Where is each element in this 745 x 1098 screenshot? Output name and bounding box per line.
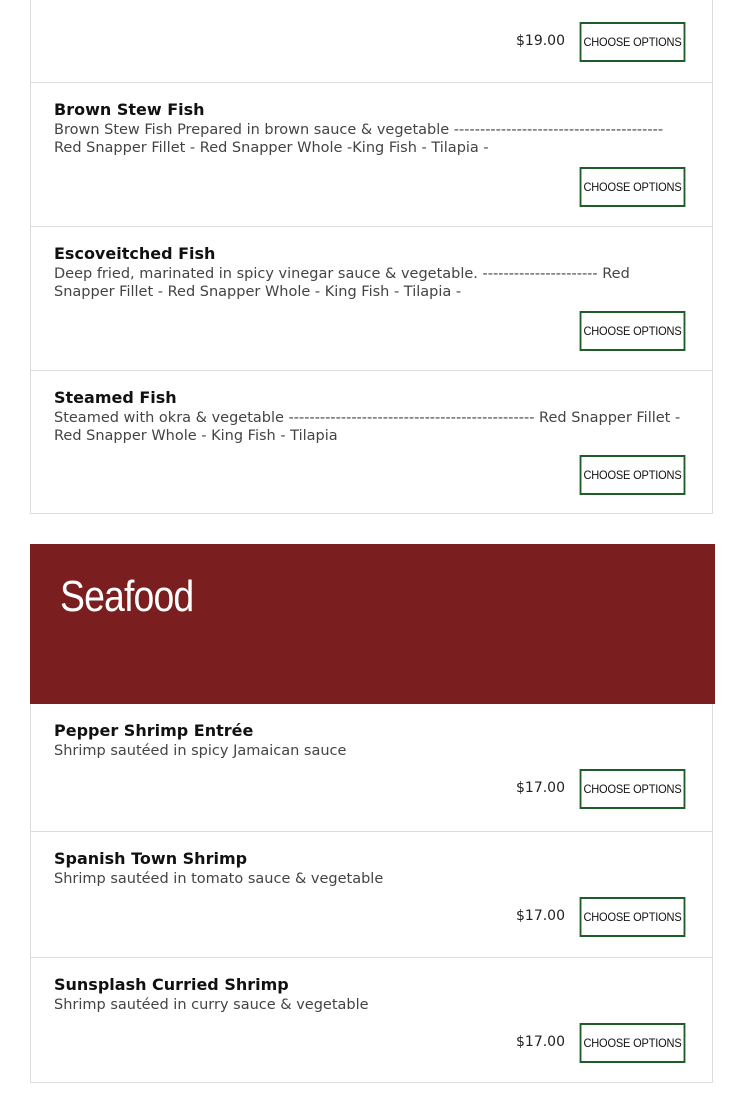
item-description: Steamed with okra & vegetable ----------------------------------------------- Red Snapper Fillet - Red Snapper Whole - King Fish - Tilapia <box>54 410 681 444</box>
item-name: Escoveitched Fish <box>54 244 216 263</box>
item-price: $17.00 <box>516 1034 565 1050</box>
seafood-menu-card <box>30 704 713 1083</box>
choose-options-button[interactable]: CHOOSE OPTIONS <box>580 22 686 62</box>
item-name: Pepper Shrimp Entrée <box>54 721 254 740</box>
item-price: $17.00 <box>516 780 565 796</box>
menu-item <box>31 0 712 82</box>
category-title: Seafood <box>60 572 194 621</box>
item-price: $17.00 <box>516 908 565 924</box>
choose-options-button[interactable]: CHOOSE OPTIONS <box>580 167 686 207</box>
menu-item <box>31 957 712 1083</box>
item-description: Shrimp sautéed in curry sauce & vegetable <box>54 997 369 1013</box>
choose-options-button[interactable]: CHOOSE OPTIONS <box>580 769 686 809</box>
menu-item <box>31 226 712 370</box>
item-name: Sunsplash Curried Shrimp <box>54 975 289 994</box>
item-price: $19.00 <box>516 33 565 49</box>
menu-item <box>31 370 712 515</box>
choose-options-button[interactable]: CHOOSE OPTIONS <box>580 1023 686 1063</box>
seafood-category-banner <box>30 544 715 704</box>
choose-options-button[interactable]: CHOOSE OPTIONS <box>580 897 686 937</box>
item-description: Shrimp sautéed in tomato sauce & vegetable <box>54 871 384 887</box>
item-name: Brown Stew Fish <box>54 100 205 119</box>
menu-item <box>31 82 712 226</box>
choose-options-button[interactable]: CHOOSE OPTIONS <box>580 455 686 495</box>
menu-item <box>31 831 712 957</box>
item-description: Shrimp sautéed in spicy Jamaican sauce <box>54 743 347 759</box>
item-name: Spanish Town Shrimp <box>54 849 248 868</box>
item-name: Steamed Fish <box>54 388 177 407</box>
item-description: Brown Stew Fish Prepared in brown sauce & vegetable ---------------------------------------- Red Snapper Fillet - Red Snapper Whole -King Fish - Tilapia - <box>54 122 664 156</box>
item-description: Deep fried, marinated in spicy vinegar sauce & vegetable. ---------------------- Red Snapper Fillet - Red Snapper Whole - King Fish - Tilapia - <box>54 266 630 300</box>
menu-item <box>31 704 712 831</box>
fish-menu-card <box>30 0 713 514</box>
choose-options-button[interactable]: CHOOSE OPTIONS <box>580 311 686 351</box>
